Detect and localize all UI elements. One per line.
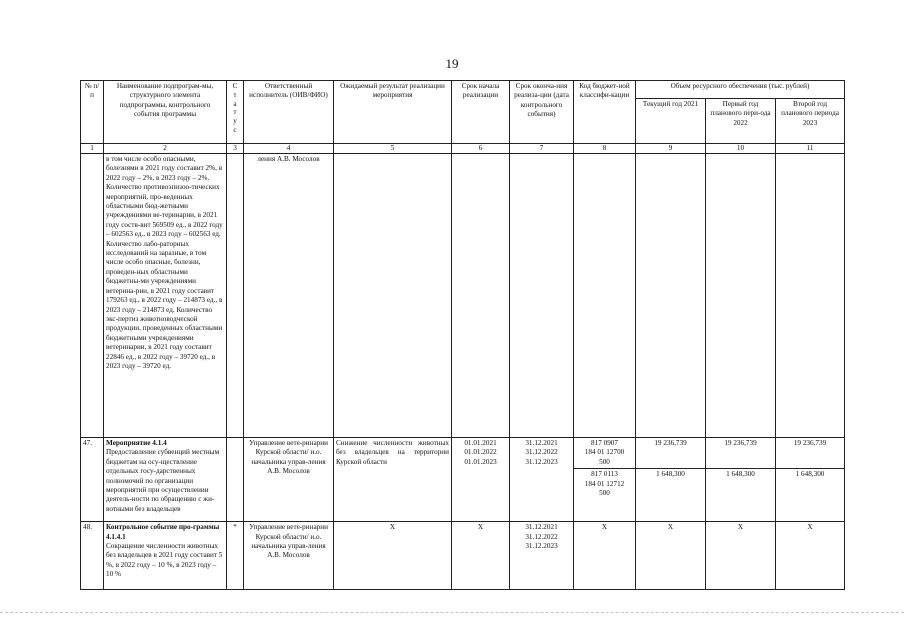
row47-name: Предоставление субвенций местным бюджетам на осу-ществление отдельных госу-дарственных полномочий по организации мероприятий при осуществлении деятель-ности по обращению с жи-вотными без владельцев bbox=[106, 448, 220, 513]
row47-start: 01.01.2021 01.01.2022 01.01.2023 bbox=[452, 438, 510, 522]
row47-value-2023-b: 1 648,300 bbox=[776, 469, 845, 522]
col-num-2: 2 bbox=[104, 144, 227, 154]
table-row bbox=[81, 438, 845, 469]
header-first-year: Первый год планового пери-ода 2022 bbox=[706, 98, 776, 143]
row47-result: Снижение численности животных без владельцев на территории Курской области bbox=[334, 438, 452, 522]
row47-code-1: 817 0907 184 01 12700 500 bbox=[574, 438, 636, 469]
row48-end: 31.12.2021 31.12.2022 31.12.2023 bbox=[510, 522, 574, 590]
row47-value-2023-a: 19 236,739 bbox=[776, 438, 845, 469]
header-resource: Объем ресурсного обеспечения (тыс. рублей) bbox=[636, 81, 845, 99]
row48-start: Х bbox=[452, 522, 510, 590]
col-num-3: 3 bbox=[227, 144, 244, 154]
row47-value-2022-b: 1 648,300 bbox=[706, 469, 776, 522]
header-row bbox=[81, 81, 845, 99]
row48-title: Контрольное событие про-граммы 4.1.4.1 bbox=[106, 523, 220, 541]
row47-title: Мероприятие 4.1.4 bbox=[106, 439, 167, 447]
row48-name-cell bbox=[104, 522, 227, 590]
header-end: Срок оконча-ния реализа-ции (дата контрольного события) bbox=[510, 81, 574, 144]
row48-code: Х bbox=[574, 522, 636, 590]
row48-name: Сокращение численности животных без владельцев в 2021 году составит 5 %, в 2022 году – 10 %, в 2023 году – 10 % bbox=[106, 542, 223, 579]
table-row bbox=[81, 522, 845, 590]
row47-value-2021-b: 1 648,300 bbox=[636, 469, 706, 522]
column-number-row bbox=[81, 144, 845, 154]
col-num-7: 7 bbox=[510, 144, 574, 154]
row47-value-2022-a: 19 236,739 bbox=[706, 438, 776, 469]
header-budget-code: Код бюджет-ной классифи-кации bbox=[574, 81, 636, 144]
col-num-6: 6 bbox=[452, 144, 510, 154]
row47-executor: Управление вете-ринарии Курской области/ и.о. начальника управ-ления А.В. Мосолов bbox=[244, 438, 334, 522]
row47-code-2: 817 0113 184 01 12712 500 bbox=[574, 469, 636, 522]
header-status: С т а т у с bbox=[227, 81, 244, 144]
header-executor: Ответственный исполнитель (ОИВ/ФИО) bbox=[244, 81, 334, 144]
col-num-1: 1 bbox=[81, 144, 104, 154]
row47-name-cell bbox=[104, 438, 227, 522]
header-start: Срок начала реализации bbox=[452, 81, 510, 144]
page-number: 19 bbox=[445, 56, 459, 71]
row48-executor: Управление вете-ринарии Курской области/ и.о. начальника управ-ления А.В. Мосолов bbox=[244, 522, 334, 590]
program-table bbox=[80, 80, 845, 590]
col-num-10: 10 bbox=[706, 144, 776, 154]
row48-num: 48. bbox=[81, 522, 104, 590]
header-num: № п/п bbox=[81, 81, 104, 144]
row-continued-executor: ления А.В. Мосолов bbox=[244, 154, 334, 438]
header-result: Ожидаемый результат реализации мероприятия bbox=[334, 81, 452, 144]
col-num-5: 5 bbox=[334, 144, 452, 154]
row48-result: Х bbox=[334, 522, 452, 590]
row48-value-2022: Х bbox=[706, 522, 776, 590]
row-continued-name: в том числе особо опасными, болезнями в 2021 году составит 2%, в 2022 году – 2%, в 2023 году – 2%. Количество противоэпизоо-тических мероприятий, про-веденных областными бюд-жетными учреждениями ве-теринарии, в 2021 году соств-вит 569509 ед., в 2022 году – 602563 ед., в 2023 году – 602563 ед. Количество лабо-раторных исследований на заразные, в том числе особо опасные, болезни, проведен-ных областными бюджетны-ми учреждениями ветерина-рии, в 2021 году составит 179263 ед., в 2022 году – 214873 ед., в 2023 году – 214873 ед. Количество экс-пертиз животноводческой продукции, проведенных областными бюджетными учреждениями ветеринарии, в 2021 году составит 22846 ед., в 2022 году – 39720 ед., в 2023 году – 39720 ед. bbox=[104, 154, 227, 438]
row48-status: * bbox=[227, 522, 244, 590]
row47-value-2021-a: 19 236,739 bbox=[636, 438, 706, 469]
header-second-year: Второй год планового периода 2023 bbox=[776, 98, 845, 143]
scan-edge-line bbox=[0, 612, 904, 613]
col-num-8: 8 bbox=[574, 144, 636, 154]
row48-value-2021: Х bbox=[636, 522, 706, 590]
col-num-11: 11 bbox=[776, 144, 845, 154]
row47-num: 47. bbox=[81, 438, 104, 522]
header-name: Наименование подпрограм-мы, структурного элемента подпрограммы, контрольного события программы bbox=[104, 81, 227, 144]
row48-value-2023: Х bbox=[776, 522, 845, 590]
table-row bbox=[81, 154, 845, 438]
header-current-year: Текущий год 2021 bbox=[636, 98, 706, 143]
col-num-9: 9 bbox=[636, 144, 706, 154]
row47-end: 31.12.2021 31.12.2022 31.12.2023 bbox=[510, 438, 574, 522]
col-num-4: 4 bbox=[244, 144, 334, 154]
